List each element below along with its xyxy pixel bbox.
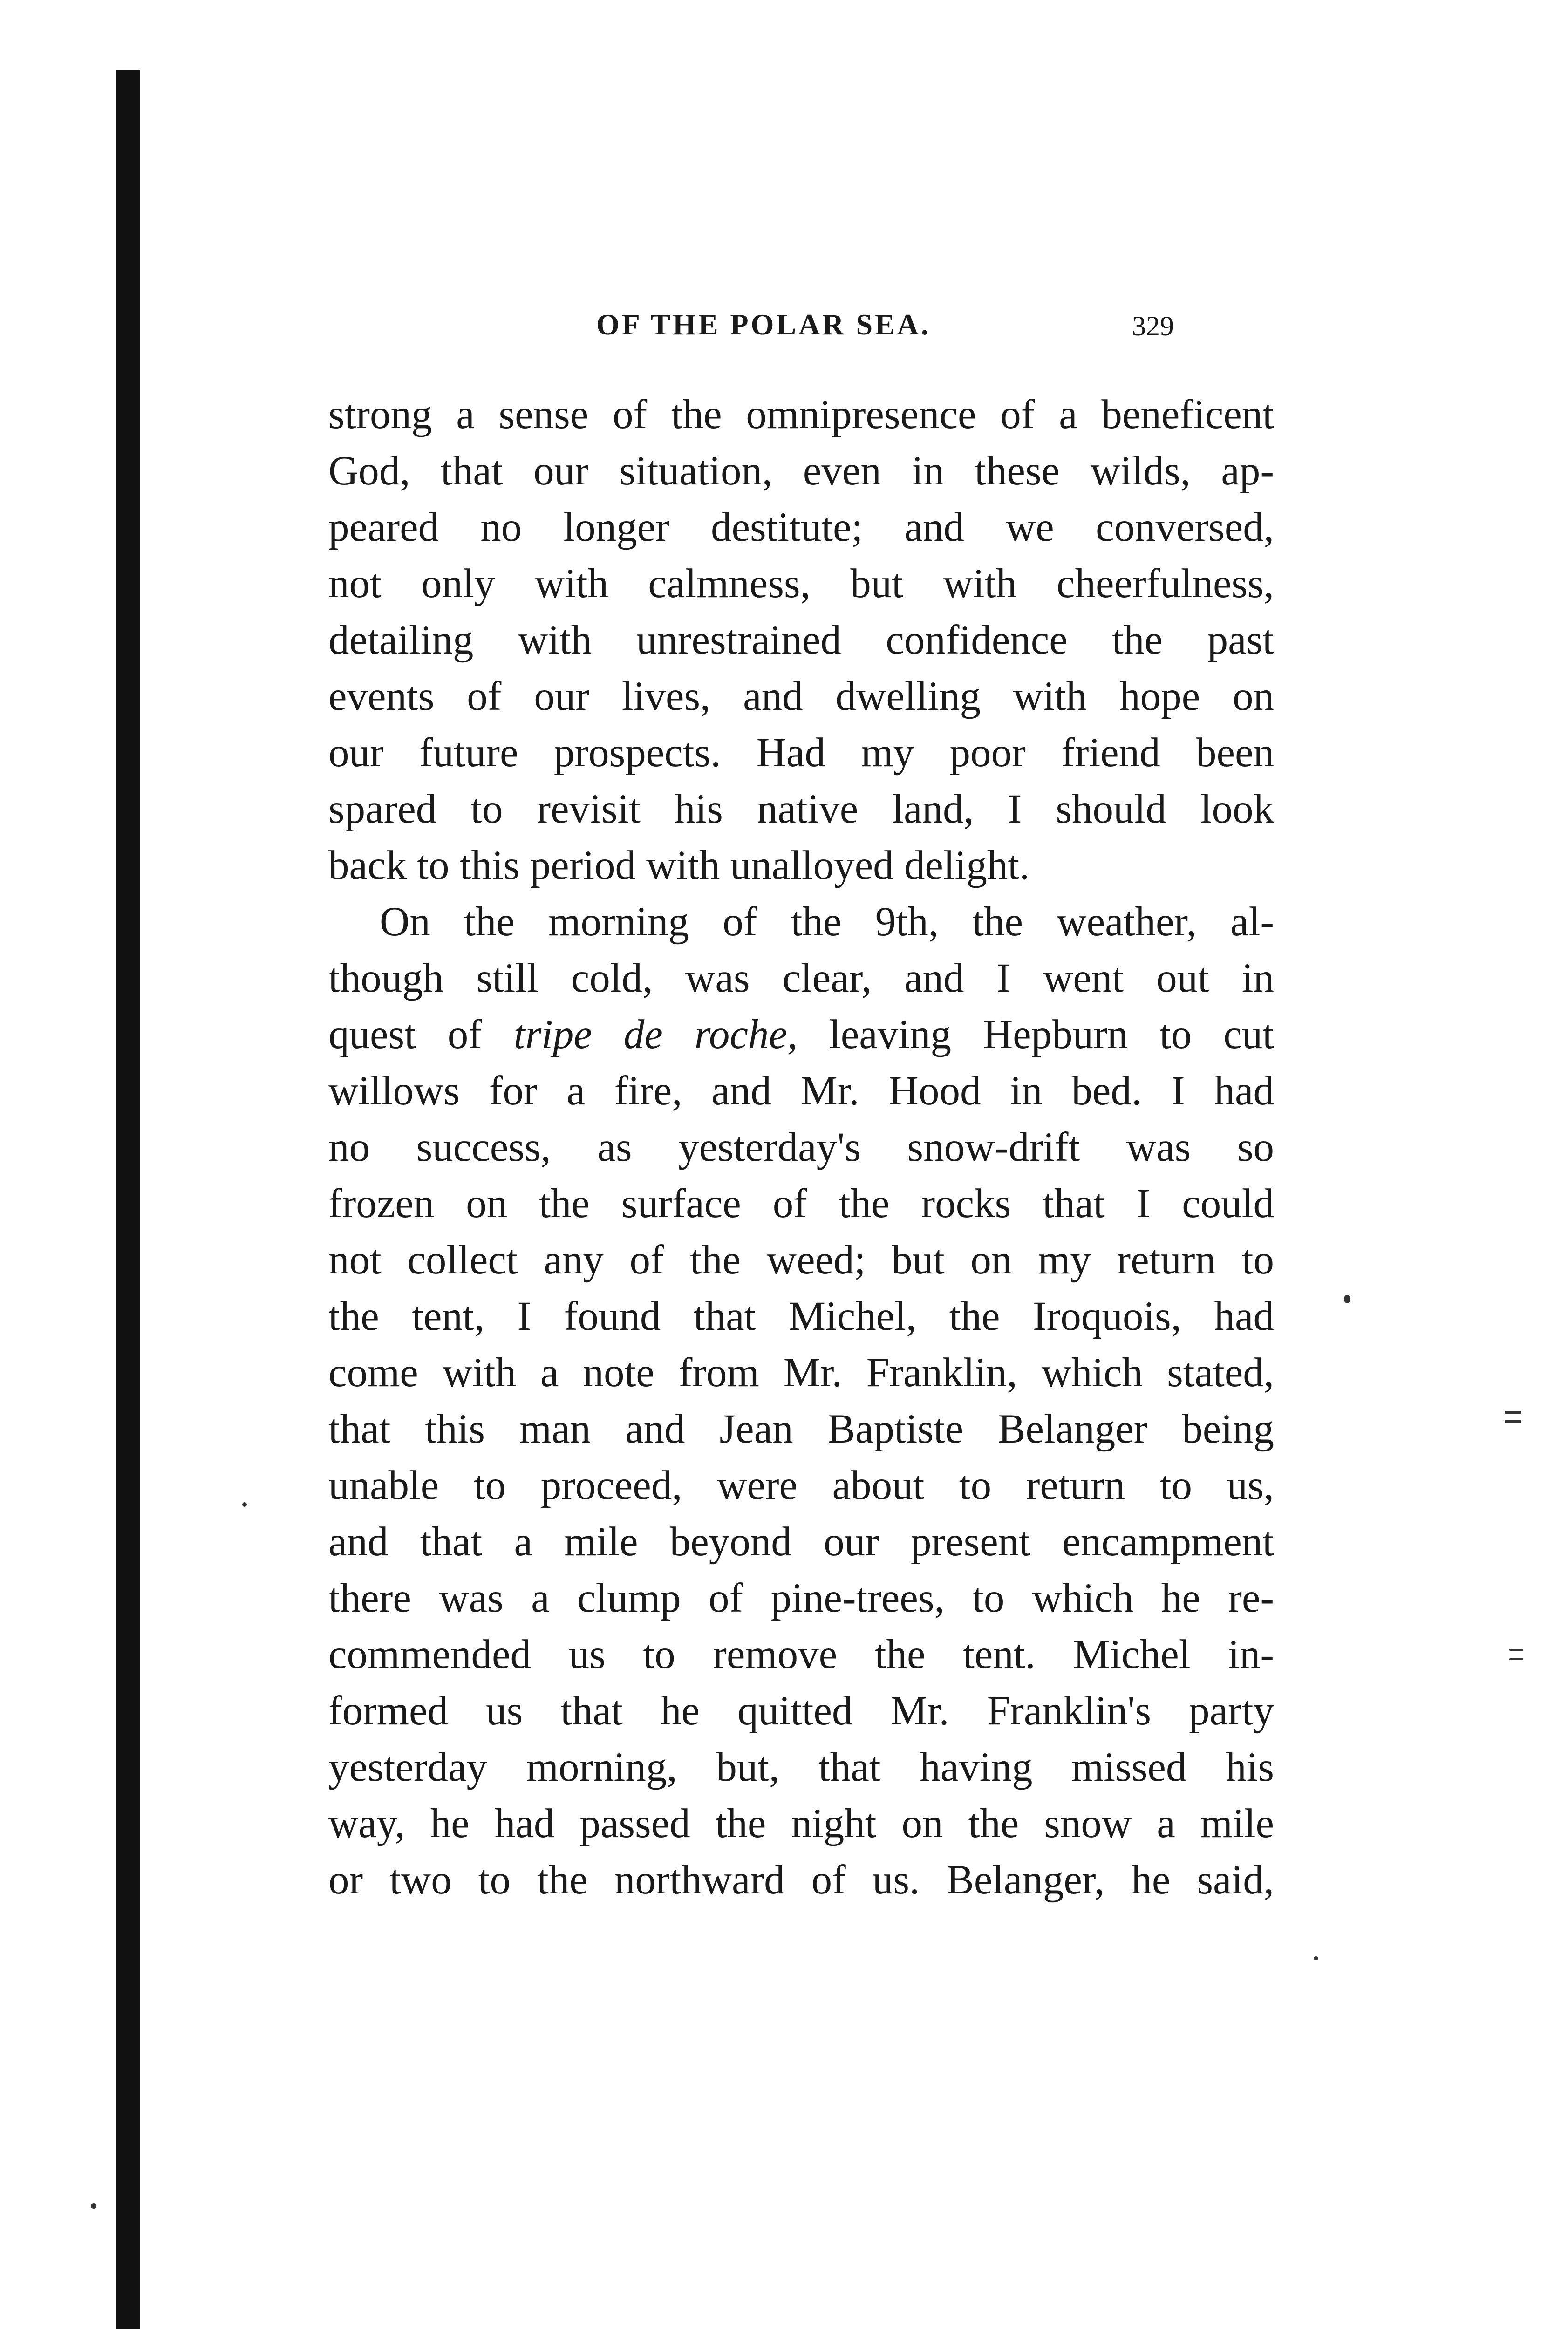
text-line: unable to proceed, were about to return to us, [328, 1463, 1274, 1508]
text-line: the tent, I found that Michel, the Iroquois, had [328, 1294, 1274, 1339]
text-line: back to this period with unalloyed delight. [328, 843, 1030, 888]
text-line: yesterday morning, but, that having missed his [328, 1744, 1274, 1790]
text-line: not collect any of the weed; but on my return to [328, 1237, 1274, 1283]
text-line: way, he had passed the night on the snow a mile [328, 1801, 1274, 1846]
body-text [328, 387, 1274, 1908]
scan-speck [1505, 1420, 1521, 1423]
running-head [326, 307, 1258, 354]
text-segment: quest of [328, 1012, 514, 1057]
text-line: no success, as yesterday's snow-drift was so [328, 1124, 1274, 1170]
italic-phrase: tripe de roche, [513, 1012, 798, 1057]
text-line: not only with calmness, but with cheerfulness, [328, 561, 1274, 606]
scan-speck [1509, 1649, 1523, 1651]
running-title: OF THE POLAR SEA. [596, 308, 931, 341]
text-line-with-italic [328, 1007, 1274, 1063]
text-line: and that a mile beyond our present encampment [328, 1519, 1274, 1565]
text-line: God, that our situation, even in these wilds, ap- [328, 448, 1274, 494]
text-line: events of our lives, and dwelling with hope on [328, 674, 1274, 719]
text-line: On the morning of the 9th, the weather, al- [380, 899, 1274, 945]
text-line: commended us to remove the tent. Michel in- [328, 1632, 1274, 1677]
scan-speck [1505, 1411, 1521, 1414]
scan-speck [1344, 1295, 1350, 1303]
text-line: willows for a fire, and Mr. Hood in bed. I had [328, 1068, 1274, 1114]
scan-speck [91, 2203, 96, 2209]
text-line: peared no longer destitute; and we conversed, [328, 504, 1274, 550]
text-line: detailing with unrestrained confidence the past [328, 617, 1274, 663]
text-line: though still cold, was clear, and I went out in [328, 955, 1274, 1001]
text-line: formed us that he quitted Mr. Franklin's party [328, 1688, 1274, 1734]
scan-speck [1509, 1658, 1523, 1660]
text-line: our future prospects. Had my poor friend been [328, 730, 1274, 776]
text-line: come with a note from Mr. Franklin, which stated, [328, 1350, 1274, 1396]
page-number: 329 [1132, 311, 1174, 341]
paragraph-2 [328, 894, 1274, 1908]
paragraph-1 [328, 387, 1274, 894]
text-line: spared to revisit his native land, I should look [328, 786, 1274, 832]
text-line: that this man and Jean Baptiste Belanger being [328, 1406, 1274, 1452]
binding-edge-shadow [116, 70, 140, 2329]
text-line: there was a clump of pine-trees, to which he re- [328, 1575, 1274, 1621]
text-line: frozen on the surface of the rocks that I could [328, 1181, 1274, 1226]
scan-speck [1314, 1956, 1318, 1960]
text-line: strong a sense of the omnipresence of a beneficent [328, 392, 1274, 437]
text-segment: leaving Hepburn to cut [798, 1012, 1274, 1057]
scan-speck [242, 1502, 247, 1507]
text-line: or two to the northward of us. Belanger, he said, [328, 1857, 1274, 1903]
